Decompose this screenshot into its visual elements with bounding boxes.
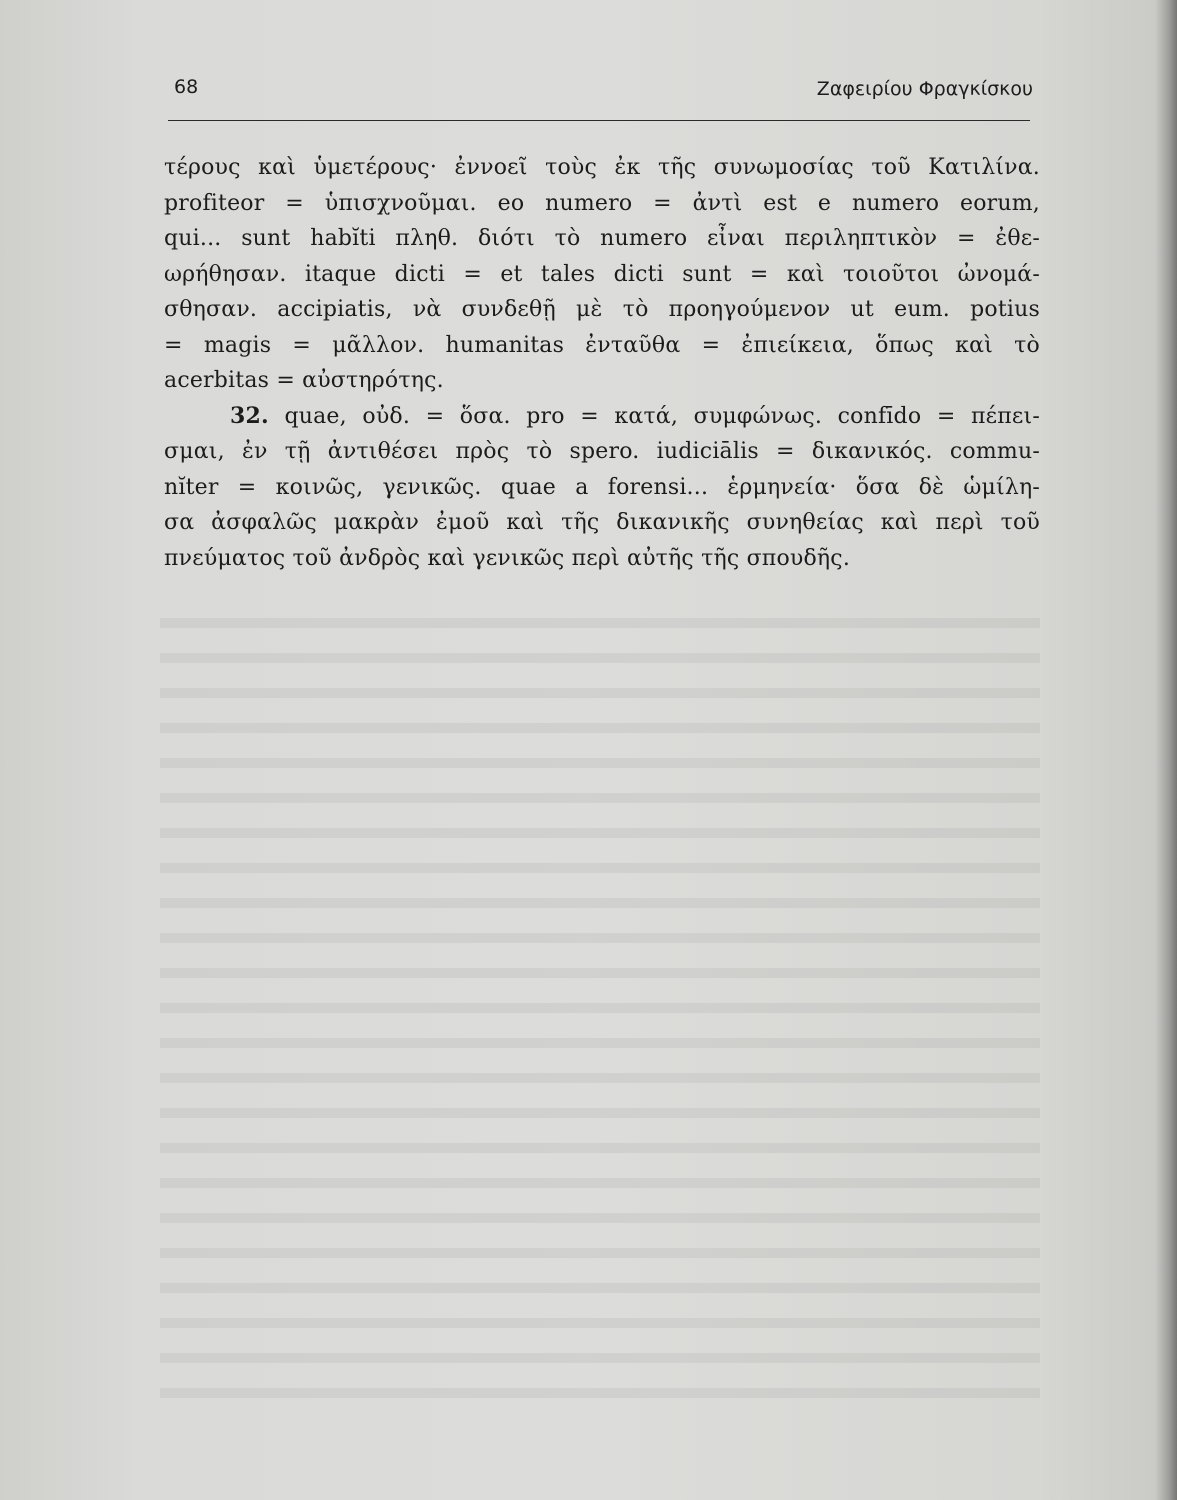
text-line: σθησαν. accipiatis, νὰ συνδεθῇ μὲ τὸ προηγούμενον ut eum. potius	[164, 297, 1040, 322]
text-span: quae, οὐδ. = ὅσα. pro = κατά, συμφώνως. confīdo = πέπει-	[284, 403, 1040, 429]
text-line: acerbitas = αὐστηρότης.	[164, 368, 444, 393]
text-line: nĭter = κοινῶς, γενικῶς. quae a forensi... ἑρμηνεία· ὅσα δὲ ὡμίλη-	[164, 474, 1040, 500]
spine-shadow	[1155, 0, 1177, 1500]
text-line: qui... sunt habĭti πληθ. διότι τὸ numero εἶναι περιληπτικὸν = ἐθε-	[164, 226, 1040, 251]
paragraph-number: 32.	[230, 402, 269, 429]
page-header	[168, 76, 1033, 104]
paragraph-32-first-line	[164, 399, 1040, 435]
text-line: profiteor = ὑπισχνοῦμαι. eo numero = ἀντὶ est e numero eorum,	[164, 190, 1040, 216]
page-number: 68	[174, 76, 199, 98]
text-line: πνεύματος τοῦ ἀνδρὸς καὶ γενικῶς περὶ αὐτῆς τῆς σπουδῆς.	[164, 545, 851, 571]
text-line: σμαι, ἐν τῇ ἀντιθέσει πρὸς τὸ spero. iudiciālis = δικανικός. commu-	[164, 439, 1040, 464]
header-rule	[168, 120, 1030, 121]
text-line: σα ἀσφαλῶς μακρὰν ἐμοῦ καὶ τῆς δικανικῆς συνηθείας καὶ περὶ τοῦ	[164, 510, 1040, 535]
text-line: τέρους καὶ ὑμετέρους· ἐννοεῖ τοὺς ἐκ τῆς συνωμοσίας τοῦ Κατιλίνα.	[164, 155, 1040, 180]
running-head: Ζαφειρίου Φραγκίσκου	[816, 78, 1033, 100]
bleed-through-texture	[160, 600, 1040, 1420]
text-line: ωρήθησαν. itaque dicti = et tales dicti sunt = καὶ τοιοῦτοι ὠνομά-	[164, 261, 1040, 287]
text-line: = magis = μᾶλλον. humanitas ἐνταῦθα = ἐπιείκεια, ὅπως καὶ τὸ	[164, 332, 1040, 358]
body-text	[164, 150, 1040, 576]
